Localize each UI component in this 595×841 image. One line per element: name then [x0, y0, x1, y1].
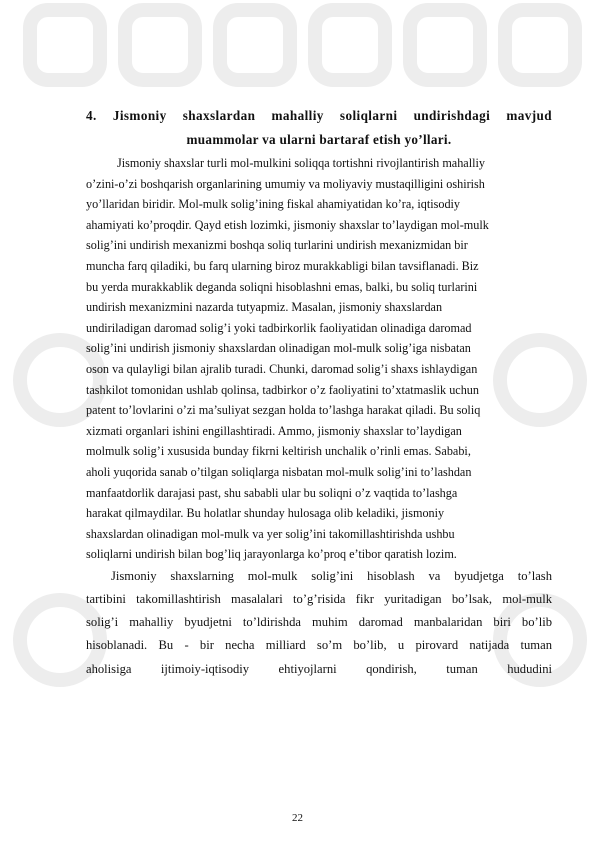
- paragraph-line: hisoblanadi. Bu - bir necha milliard so’m bo’lib, u pirovard natijada tuman: [86, 638, 552, 653]
- paragraph-line: molmulk solig’i xususida bunday fikrni keltirish unchalik o’rinli emas. Sababi,: [86, 444, 471, 459]
- paragraph-line: xizmati organlari ishini engillashtiradi. Ammo, jismoniy shaxslar to’laydigan: [86, 423, 462, 438]
- paragraph-line: aholisiga ijtimoiy-iqtisodiy ehtiyojlarni qondirish, tuman hududini: [86, 661, 552, 676]
- paragraph-line: manfaatdorlik darajasi past, shu sababli ular bu soliqni o’z vaqtida to’lashga: [86, 485, 458, 500]
- heading-line-1: 4. Jismoniy shaxslardan mahalliy soliqlarni undirishdagi mavjud: [86, 108, 552, 123]
- paragraph-line: yo’llaridan biridir. Mol-mulk solig’ining fiskal ahamiyatidan ko’ra, iqtisodiy: [86, 197, 461, 212]
- paragraph-line: o’zini-o’zi boshqarish organlarining umumiy va moliyaviy mustaqilligini oshirish: [86, 176, 485, 191]
- paragraph-line: undiriladigan daromad solig’i yoki tadbirkorlik faoliyatidan olinadiga daromad: [86, 320, 472, 335]
- paragraph-line: muncha farq qiladiki, bu farq ularning biroz murakkabligi bilan tavsiflanadi. Biz: [86, 258, 479, 273]
- paragraph-line: aholi yuqorida sanab o’tilgan soliqlarga nisbatan mol-mulk solig’ini to’lashdan: [86, 464, 472, 479]
- paragraph-line: solig’ini undirish jismoniy shaxslardan olinadigan mol-mulk solig’iga nisbatan: [86, 341, 471, 356]
- paragraph-line: ahamiyati ko’proqdir. Qayd etish lozimki, jismoniy shaxslar to’laydigan mol-mulk: [86, 217, 489, 232]
- paragraph-line: Jismoniy shaxslarning mol-mulk solig’ini hisoblash va byudjetga to’lash: [111, 568, 552, 583]
- paragraph-line: oson va qulayligi bilan ajralib turadi. Chunki, daromad solig’i shaxs ishlaydigan: [86, 361, 478, 376]
- paragraph-line: soliqlarni undirish bilan bog’liq jarayonlarga ko’proq e’tibor qaratish lozim.: [86, 547, 457, 562]
- paragraph-line: shaxslardan olinadigan mol-mulk va yer solig’ini takomillashtirishda ushbu: [86, 526, 455, 541]
- paragraph-line: tartibini takomillashtirish masalalari to’g’risida fikr yuritadigan bo’lsak, mol-mulk: [86, 592, 552, 607]
- paragraph-2: [86, 565, 552, 681]
- paragraph-line: tashkilot tomonidan ushlab qolinsa, tadbirkor o’z faoliyatini to’xtatmaslik uchun: [86, 382, 479, 397]
- paragraph-line: harakat qilmaydilar. Bu holatlar shunday hulosaga olib keladiki, jismoniy: [86, 506, 445, 521]
- heading-line-2: muammolar va ularni bartaraf etish yo’llari.: [186, 132, 452, 147]
- paragraph-1: [86, 153, 538, 565]
- paragraph-line: solig’ini undirish mexanizmi boshqa soliq turlarini undirish mexanizmidan bir: [86, 238, 468, 253]
- section-heading: [86, 104, 552, 152]
- paragraph-line: bu yerda murakkablik deganda soliqni hisoblashni emas, balki, bu soliq turlarini: [86, 279, 478, 294]
- paragraph-line: Jismoniy shaxslar turli mol-mulkini soliqqa tortishni rivojlantirish mahalliy: [117, 156, 485, 170]
- paragraph-line: undirish mexanizmini nazarda tutyapmiz. Masalan, jismoniy shaxslardan: [86, 300, 443, 315]
- paragraph-line: patent to’lovlarini o’zi ma’suliyat sezgan holda to’lashga harakat qiladi. Bu soliq: [86, 403, 481, 418]
- page-content: [86, 104, 552, 681]
- page-number: 22: [292, 812, 303, 824]
- paragraph-line: solig’i mahalliy byudjetni to’ldirishda muhim daromad manbalaridan biri bo’lib: [86, 615, 552, 630]
